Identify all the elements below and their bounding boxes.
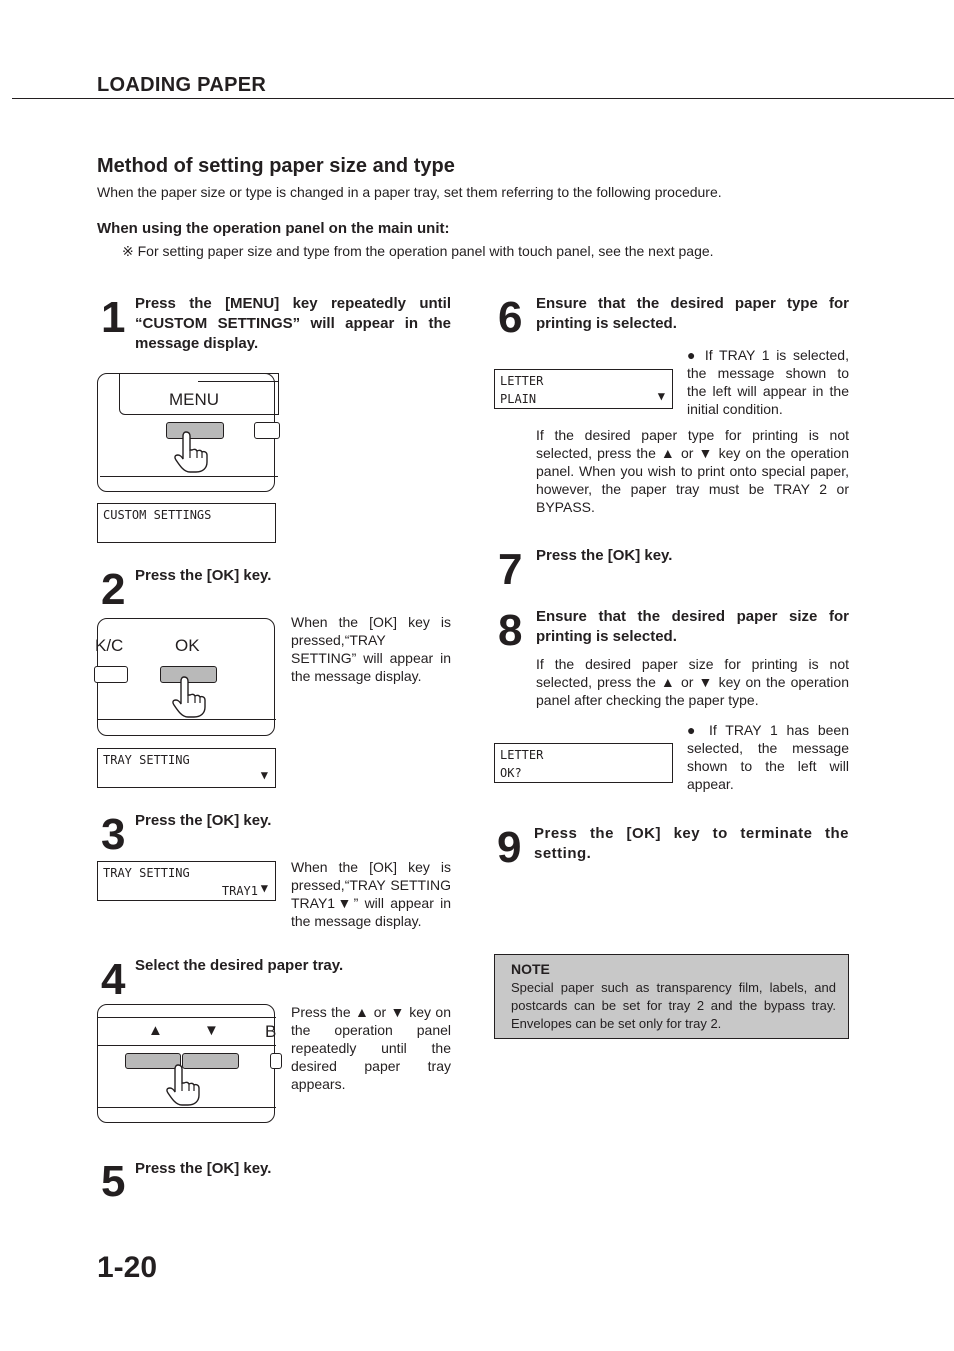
step-description: Press the ▲ or ▼ key on the operation panel repeatedly until the desired paper tray appears.: [291, 1004, 451, 1092]
adjacent-key[interactable]: [270, 1053, 282, 1069]
section-header: LOADING PAPER: [97, 74, 267, 96]
intro-text: When the paper size or type is changed in a paper tray, set them referring to the following procedure.: [97, 184, 722, 200]
step-title: Ensure that the desired paper size for printing is selected.: [536, 608, 849, 645]
step-number: 4: [101, 955, 126, 1004]
step-number: 9: [497, 823, 522, 872]
panel-divider: [98, 1017, 276, 1018]
pointing-hand-icon: [172, 430, 212, 474]
page-title: Method of setting paper size and type: [97, 155, 455, 177]
lcd-line-1: LETTER: [500, 748, 544, 762]
step-title: Select the desired paper tray.: [135, 957, 344, 974]
ok-key-label: OK: [175, 636, 200, 655]
lcd-line-1: TRAY SETTING: [103, 866, 190, 880]
down-arrow-icon: ▼: [204, 1022, 219, 1039]
lcd-display: [97, 861, 276, 901]
down-arrow-icon: ▼: [260, 881, 268, 895]
subheading: When using the operation panel on the main unit:: [97, 220, 450, 237]
panel-divider: [98, 1107, 276, 1108]
panel-divider: [98, 1045, 276, 1046]
step-number: 5: [101, 1157, 126, 1206]
note-heading: NOTE: [511, 961, 550, 977]
bullet-note: ● If TRAY 1 has been selected, the message shown to the left will appear.: [687, 722, 849, 792]
step-title: Ensure that the desired paper type for printing is selected.: [536, 295, 849, 332]
arrow-keys-panel-illustration: [97, 1004, 275, 1123]
lcd-line-1: CUSTOM SETTINGS: [103, 508, 212, 522]
step-title: Press the [OK] key.: [135, 1160, 272, 1177]
lcd-line-2: OK?: [500, 766, 522, 780]
adjacent-key[interactable]: [254, 422, 280, 439]
bypass-key-label: B: [265, 1022, 277, 1041]
clear-key[interactable]: [94, 666, 128, 683]
lcd-line-2: PLAIN: [500, 392, 537, 406]
lcd-line-1: TRAY SETTING: [103, 753, 190, 767]
step-description: When the [OK] key is pressed,“TRAY SETTING” will appear in the message display.: [291, 614, 451, 684]
step-number: 2: [101, 565, 126, 614]
note-box: [494, 954, 849, 1039]
panel-edge: [198, 373, 278, 382]
step-description: If the desired paper size for printing is not selected, press the ▲ or ▼ key on the operation panel after checking the paper type.: [536, 656, 849, 708]
step-number: 6: [498, 293, 523, 342]
lcd-line-2: TRAY1: [221, 884, 258, 898]
header-rule: [12, 98, 954, 99]
step-number: 1: [101, 293, 126, 342]
step-description: When the [OK] key is pressed,“TRAY SETTING TRAY1▼” will appear in the message display.: [291, 859, 451, 929]
reference-note: ※ For setting paper size and type from the operation panel with touch panel, see the next page.: [122, 243, 714, 259]
panel-divider: [100, 476, 278, 477]
step-number: 7: [498, 545, 523, 594]
bullet-note: ● If TRAY 1 is selected, the message shown to the left will appear in the initial condition.: [687, 347, 849, 417]
ok-panel-illustration: [97, 618, 275, 736]
menu-panel-illustration: [97, 373, 275, 492]
down-arrow-icon: ▼: [260, 768, 268, 782]
up-arrow-icon: ▲: [148, 1022, 163, 1039]
pointing-hand-icon: [164, 1063, 204, 1107]
step-title: Press the [MENU] key repeatedly until “CUSTOM SETTINGS” will appear in the message display.: [135, 295, 451, 352]
step-title: Press the [OK] key.: [536, 547, 673, 564]
step-title: Press the [OK] key.: [135, 567, 272, 584]
lcd-display: [97, 503, 276, 543]
lcd-display: [494, 743, 673, 783]
step-description: If the desired paper type for printing is not selected, press the ▲ or ▼ key on the operation panel. When you wish to print onto special paper, however, the paper tray must be TRAY 2 or BYPASS.: [536, 427, 849, 515]
step-number: 8: [498, 606, 523, 655]
down-arrow-icon: ▼: [657, 389, 665, 403]
step-title: Press the [OK] key to terminate the setting.: [534, 825, 849, 862]
pointing-hand-icon: [170, 675, 210, 719]
lcd-line-1: LETTER: [500, 374, 544, 388]
lcd-display: [97, 748, 276, 788]
note-body: Special paper such as transparency film, labels, and postcards can be set for tray 2 and the bypass tray. Envelopes can be set only for tray 2.: [511, 980, 836, 1031]
lcd-display: [494, 369, 673, 409]
page-number: 1-20: [97, 1251, 158, 1284]
clear-key-label: K/C: [95, 636, 124, 655]
menu-key-label: MENU: [169, 390, 220, 409]
panel-divider: [98, 719, 276, 720]
step-title: Press the [OK] key.: [135, 812, 272, 829]
step-number: 3: [101, 810, 126, 859]
